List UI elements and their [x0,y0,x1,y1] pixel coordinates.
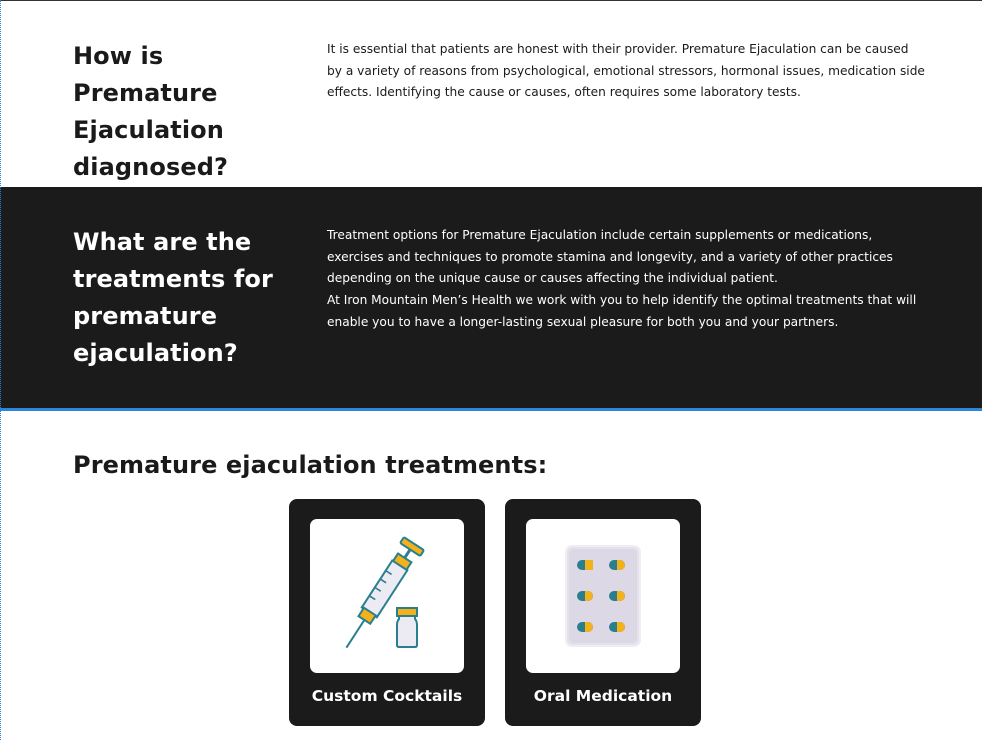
diagnosis-heading: How is Premature Ejaculation diagnosed? [73,42,229,181]
treatments-text [327,225,927,334]
card-image [310,519,464,673]
treatments-paragraph-1: Treatment options for Premature Ejaculation include certain supplements or medications, exercises and techniques to promote stamina and longevity, and a variety of other practices depending on the unique cause or causes affecting the individual patient. [327,228,893,286]
top-border [0,0,982,1]
treatments-section [0,187,982,408]
left-guide-line [0,0,1,740]
card-custom-cocktails[interactable] [289,499,485,726]
card-label: Custom Cocktails [311,687,463,705]
card-label: Oral Medication [533,687,673,705]
treatment-cards-section [0,411,982,740]
card-image [526,519,680,673]
treatments-heading: What are the treatments for premature ejaculation? [73,228,273,367]
diagnosis-text: It is essential that patients are honest with their provider. Premature Ejaculation can be caused by a variety of reasons from psychological, emotional stressors, hormonal issues, medication side effects. Identifying the cause or causes, often requires some laboratory tests. [327,42,925,100]
syringe-vial-icon [310,519,464,673]
pill-blister-icon [526,519,680,673]
treatments-paragraph-2: At Iron Mountain Men’s Health we work with you to help identify the optimal treatments that will enable you to have a longer-lasting sexual pleasure for both you and your partners. [327,293,917,329]
treatment-cards-heading: Premature ejaculation treatments: [73,451,548,479]
diagnosis-section [0,1,982,187]
card-oral-medication[interactable] [505,499,701,726]
